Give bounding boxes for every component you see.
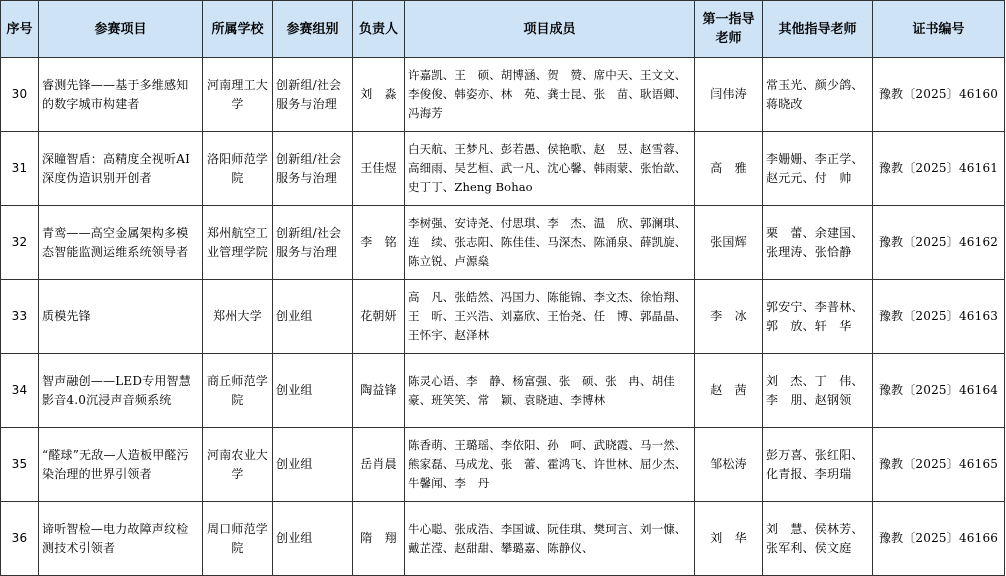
cell-seq: 35: [1, 428, 39, 502]
cell-school: 河南农业大学: [203, 428, 273, 502]
cell-group: 创新组/社会服务与治理: [273, 132, 353, 206]
cell-first-advisor: 赵 茜: [695, 354, 763, 428]
table-row: [1, 206, 1005, 280]
table-row: [1, 280, 1005, 354]
header-seq: 序号: [1, 1, 39, 58]
header-cert-number: 证书编号: [873, 1, 1005, 58]
cell-members: 牛心聪、张成浩、李国诚、阮佳琪、樊珂言、刘一慷、戴芷滢、赵甜甜、攀璐嘉、陈静仪、: [405, 502, 695, 576]
cell-other-advisors: 彭万喜、张红阳、化青报、李玥瑞: [763, 428, 873, 502]
header-first-advisor: 第一指导老师: [695, 1, 763, 58]
cell-members: 白天航、王梦凡、彭若愚、侯艳歌、赵 昱、赵雪蓉、高细雨、吴艺桓、武一凡、沈心馨、韩雨蒙、张怡歆、史丁丁、Zheng Bohao: [405, 132, 695, 206]
cell-project: “醛球”无敌—人造板甲醛污染治理的世界引领者: [39, 428, 203, 502]
cell-leader: 李 铭: [353, 206, 405, 280]
header-group: 参赛组别: [273, 1, 353, 58]
cell-leader: 王佳煜: [353, 132, 405, 206]
header-other-advisors: 其他指导老师: [763, 1, 873, 58]
header-school: 所属学校: [203, 1, 273, 58]
cell-members: 高 凡、张皓然、冯国力、陈能锦、李文杰、徐怡翔、王 昕、王兴浩、刘嘉欣、王怡尧、任 博、郭晶晶、王怀宇、赵泽林: [405, 280, 695, 354]
cell-members: 李树强、安诗尧、付思琪、李 杰、温 欣、郭澜琪、连 续、张志阳、陈佳佳、马深杰、陈涌泉、薛凯旋、陈立锐、卢源燊: [405, 206, 695, 280]
table-row: [1, 502, 1005, 576]
cell-first-advisor: 李 冰: [695, 280, 763, 354]
cell-cert-number: 豫教〔2025〕46166: [873, 502, 1005, 576]
cell-leader: 花朝妍: [353, 280, 405, 354]
cell-project: 智声融创——LED专用智慧影音4.0沉浸声音频系统: [39, 354, 203, 428]
cell-project: 青鸾——高空金属架构多模态智能监测运维系统领导者: [39, 206, 203, 280]
header-project: 参赛项目: [39, 1, 203, 58]
table-row: [1, 354, 1005, 428]
cell-group: 创业组: [273, 502, 353, 576]
cell-other-advisors: 郭安宁、李普林、郭 放、轩 华: [763, 280, 873, 354]
cell-other-advisors: 李姗姗、李正学、赵元元、付 帅: [763, 132, 873, 206]
cell-school: 周口师范学院: [203, 502, 273, 576]
cell-seq: 31: [1, 132, 39, 206]
cell-cert-number: 豫教〔2025〕46162: [873, 206, 1005, 280]
cell-leader: 隋 翔: [353, 502, 405, 576]
cell-group: 创新组/社会服务与治理: [273, 206, 353, 280]
cell-project: 睿测先锋——基于多维感知的数字城市构建者: [39, 58, 203, 132]
cell-group: 创新组/社会服务与治理: [273, 58, 353, 132]
cell-leader: 岳肖晨: [353, 428, 405, 502]
table-row: [1, 428, 1005, 502]
cell-other-advisors: 栗 蕾、余建国、张理涛、张恰静: [763, 206, 873, 280]
cell-cert-number: 豫教〔2025〕46160: [873, 58, 1005, 132]
cell-first-advisor: 高 雅: [695, 132, 763, 206]
cell-first-advisor: 邹松涛: [695, 428, 763, 502]
cell-project: 谛听智检—电力故障声纹检测技术引领者: [39, 502, 203, 576]
cell-first-advisor: 刘 华: [695, 502, 763, 576]
cell-school: 河南理工大学: [203, 58, 273, 132]
cell-leader: 陶益锋: [353, 354, 405, 428]
cell-first-advisor: 张国辉: [695, 206, 763, 280]
cell-school: 洛阳师范学院: [203, 132, 273, 206]
cell-members: 陈香萌、王璐瑶、李依阳、孙 呵、武晓霞、马一然、熊家磊、马成龙、张 蕾、霍鸿飞、许世林、屈少杰、牛馨闻、李 丹: [405, 428, 695, 502]
cell-seq: 36: [1, 502, 39, 576]
cell-other-advisors: 刘 慧、侯林芳、张军利、侯文庭: [763, 502, 873, 576]
cell-cert-number: 豫教〔2025〕46164: [873, 354, 1005, 428]
cell-group: 创业组: [273, 428, 353, 502]
cell-first-advisor: 闫伟涛: [695, 58, 763, 132]
cell-school: 商丘师范学院: [203, 354, 273, 428]
cell-group: 创业组: [273, 354, 353, 428]
cell-cert-number: 豫教〔2025〕46163: [873, 280, 1005, 354]
cell-group: 创业组: [273, 280, 353, 354]
cell-seq: 34: [1, 354, 39, 428]
table-row: [1, 58, 1005, 132]
cell-seq: 33: [1, 280, 39, 354]
cell-project: 深瞳智盾：高精度全视听AI深度伪造识别开创者: [39, 132, 203, 206]
cell-school: 郑州航空工业管理学院: [203, 206, 273, 280]
cell-school: 郑州大学: [203, 280, 273, 354]
cell-members: 许嘉凯、王 硕、胡博涵、贺 赞、席中天、王文文、李俊俊、韩姿亦、林 苑、龚士昆、张 苗、耿语卿、冯海芳: [405, 58, 695, 132]
cell-cert-number: 豫教〔2025〕46165: [873, 428, 1005, 502]
table-row: [1, 132, 1005, 206]
cell-other-advisors: 刘 杰、丁 伟、李 朋、赵钢领: [763, 354, 873, 428]
header-leader: 负责人: [353, 1, 405, 58]
cell-members: 陈灵心语、李 静、杨富强、张 硕、张 冉、胡佳豪、班笑笑、常 颖、袁晓迪、李博林: [405, 354, 695, 428]
header-row: [1, 1, 1005, 58]
cell-leader: 刘 淼: [353, 58, 405, 132]
cell-project: 质模先锋: [39, 280, 203, 354]
cell-seq: 30: [1, 58, 39, 132]
cell-cert-number: 豫教〔2025〕46161: [873, 132, 1005, 206]
header-members: 项目成员: [405, 1, 695, 58]
cell-seq: 32: [1, 206, 39, 280]
cell-other-advisors: 常玉光、颜少鸽、蒋晓改: [763, 58, 873, 132]
